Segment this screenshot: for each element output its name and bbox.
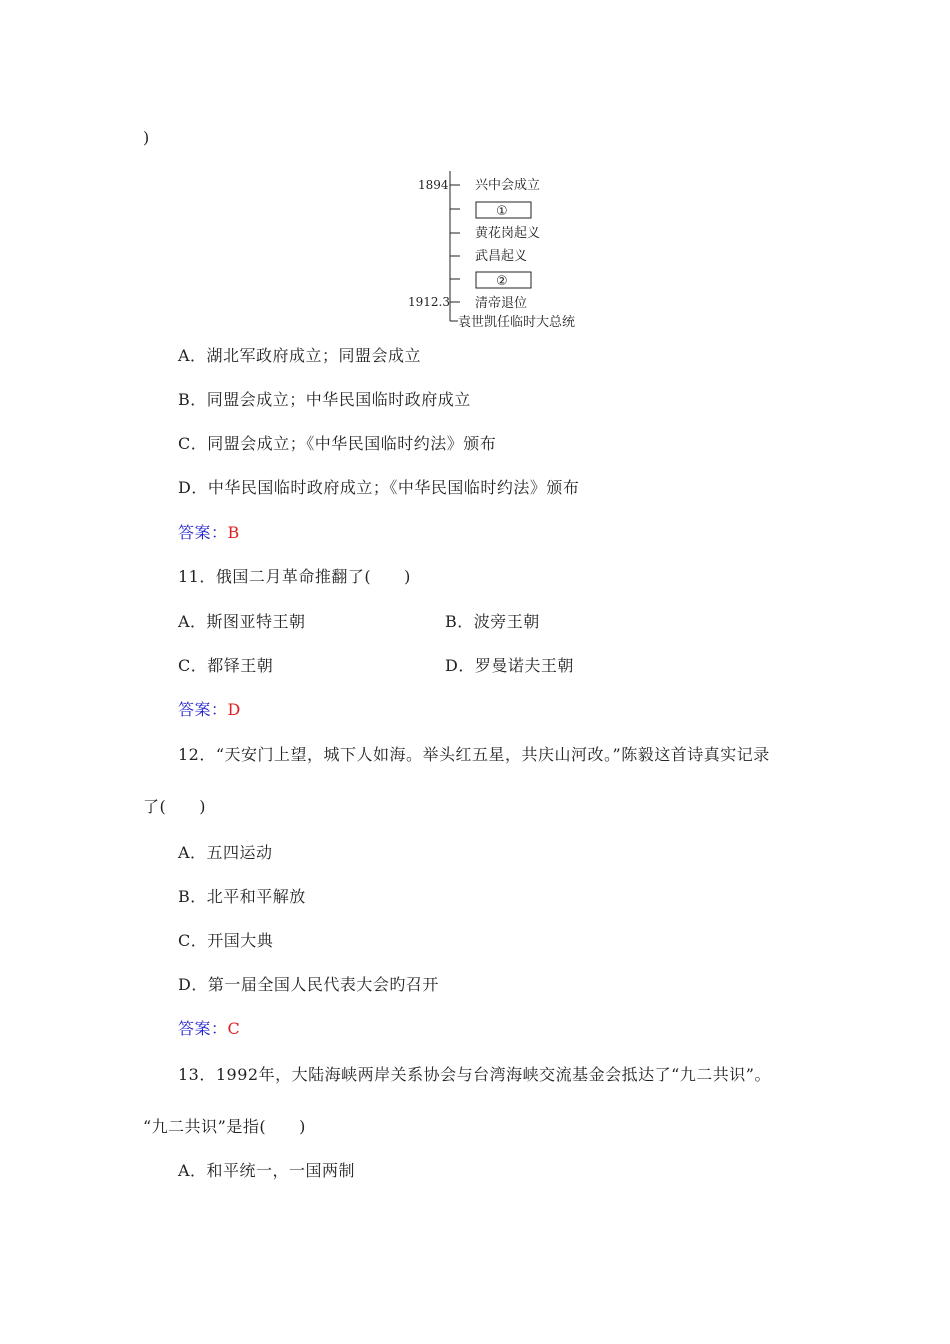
timeline-event-5: ②: [496, 274, 508, 289]
q11-option-b: B．波旁王朝: [445, 612, 540, 631]
answer-value: C: [227, 1019, 241, 1038]
timeline-event-6: 清帝退位: [475, 296, 528, 311]
q12-option-b: B．北平和平解放: [178, 887, 306, 906]
q10-option-d: D．中华民国临时政府成立；《中华民国临时约法》颁布: [178, 478, 580, 497]
q11-answer: [178, 700, 241, 720]
q12-answer: [178, 1019, 240, 1039]
q10-answer: [178, 523, 240, 543]
q10-option-c: C．同盟会成立；《中华民国临时约法》颁布: [178, 434, 497, 453]
q12-option-d: D．第一届全国人民代表大会旳召开: [178, 975, 439, 994]
q11-option-c: C．都铎王朝: [178, 656, 274, 675]
timeline-event-7: 袁世凯任临时大总统: [458, 315, 576, 330]
timeline-event-2: ①: [496, 204, 508, 219]
timeline-year-start: 1894: [418, 178, 449, 192]
answer-value: D: [227, 700, 241, 719]
q13-stem-line1: 13．1992年，大陆海峡两岸关系协会与台湾海峡交流基金会抵达了“九二共识”。: [178, 1065, 771, 1084]
q11-option-d: D．罗曼诺夫王朝: [445, 656, 574, 675]
q11-option-a: A．斯图亚特王朝: [178, 612, 306, 631]
q11-stem: 11．俄国二月革命推翻了( ): [178, 567, 411, 586]
q10-option-b: B．同盟会成立；中华民国临时政府成立: [178, 390, 471, 409]
answer-label: 答案：: [178, 1019, 228, 1038]
timeline-event-1: 兴中会成立: [475, 178, 541, 193]
timeline-event-4: 武昌起义: [475, 249, 528, 264]
q12-stem-line2: 了( ): [143, 797, 206, 816]
continued-question-paren: ): [143, 128, 150, 147]
timeline-year-end: 1912.3: [408, 295, 450, 309]
answer-label: 答案：: [178, 523, 228, 542]
q12-option-c: C．开国大典: [178, 931, 274, 950]
q12-option-a: A．五四运动: [178, 843, 273, 862]
answer-label: 答案：: [178, 700, 228, 719]
q13-stem-line2: “九二共识”是指( ): [143, 1117, 306, 1136]
answer-value: B: [227, 523, 240, 542]
timeline-event-3: 黄花岗起义: [475, 226, 541, 241]
q12-stem-line1: 12．“天安门上望，城下人如海。举头红五星，共庆山河改。”陈毅这首诗真实记录: [178, 745, 770, 764]
q13-option-a: A．和平统一，一国两制: [178, 1161, 356, 1180]
q10-option-a: A．湖北军政府成立；同盟会成立: [178, 346, 422, 365]
timeline-figure: [380, 165, 600, 335]
